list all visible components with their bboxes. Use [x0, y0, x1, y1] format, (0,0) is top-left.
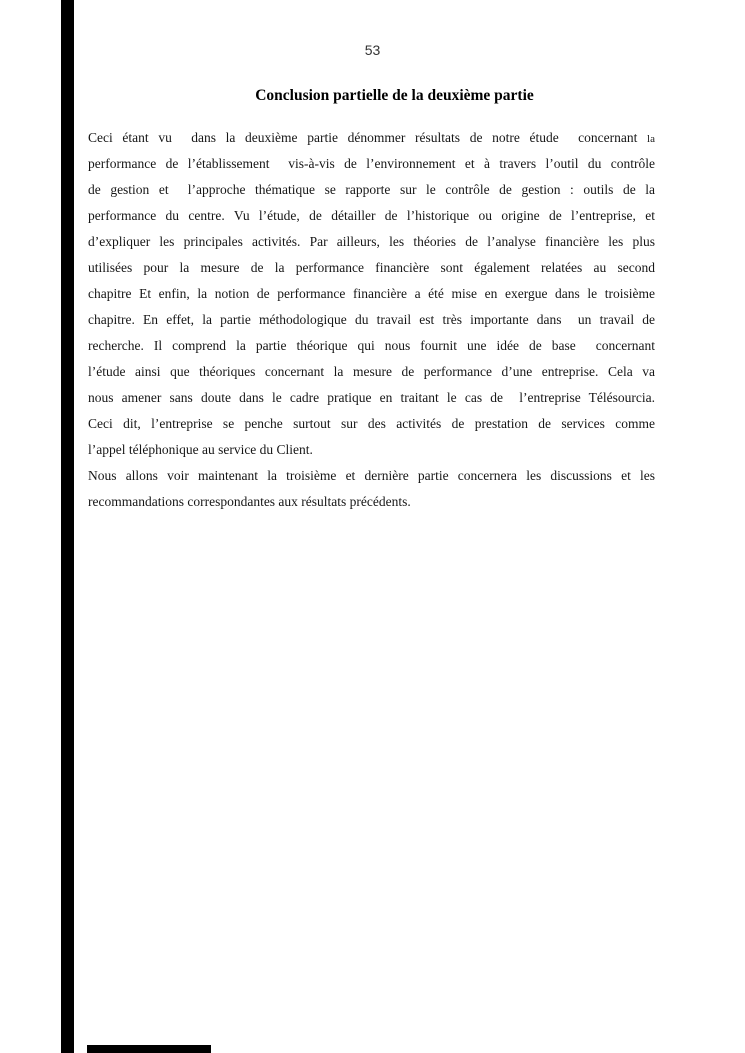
body-line-3: de gestion et l’approche thématique se rapporte sur le contrôle de gestion : outils de la: [88, 182, 655, 197]
body-text: [88, 125, 655, 515]
body-line-2: performance de l’établissement vis-à-vis de l’environnement et à travers l’outil du contrôle: [88, 156, 655, 171]
body-line-1-small: la: [647, 133, 655, 145]
body-line-13: l’appel téléphonique au service du Client.: [88, 442, 313, 457]
body-line-1: [88, 125, 655, 151]
body-line-11: nous amener sans doute dans le cadre pratique en traitant le cas de l’entreprise Télésourcia.: [88, 390, 655, 405]
body-line-14: Nous allons voir maintenant la troisième et dernière partie concernera les discussions et les: [88, 468, 655, 483]
body-line-10: l’étude ainsi que théoriques concernant la mesure de performance d’une entreprise. Cela va: [88, 364, 655, 379]
body-line-5: d’expliquer les principales activités. Par ailleurs, les théories de l’analyse financière les plus: [88, 234, 655, 249]
section-title: Conclusion partielle de la deuxième partie: [255, 87, 534, 104]
body-line-9: recherche. Il comprend la partie théorique qui nous fournit une idée de base concernant: [88, 338, 655, 353]
scan-artifact-bottom: [87, 1045, 211, 1053]
body-line-7: chapitre Et enfin, la notion de performance financière a été mise en exergue dans le troisième: [88, 286, 655, 301]
body-line-12: Ceci dit, l’entreprise se penche surtout sur des activités de prestation de services comme: [88, 416, 655, 431]
body-line-15: recommandations correspondantes aux résultats précédents.: [88, 494, 411, 509]
body-line-4: performance du centre. Vu l’étude, de détailler de l’historique ou origine de l’entreprise, et: [88, 208, 655, 223]
scan-artifact-left-edge: [61, 0, 74, 1053]
body-line-6: utilisées pour la mesure de la performance financière sont également relatées au second: [88, 260, 655, 275]
page-number: 53: [364, 42, 381, 58]
body-line-8: chapitre. En effet, la partie méthodologique du travail est très importante dans un travail de: [88, 312, 655, 327]
body-line-1-main: Ceci étant vu dans la deuxième partie dénommer résultats de notre étude concernant: [88, 130, 638, 145]
